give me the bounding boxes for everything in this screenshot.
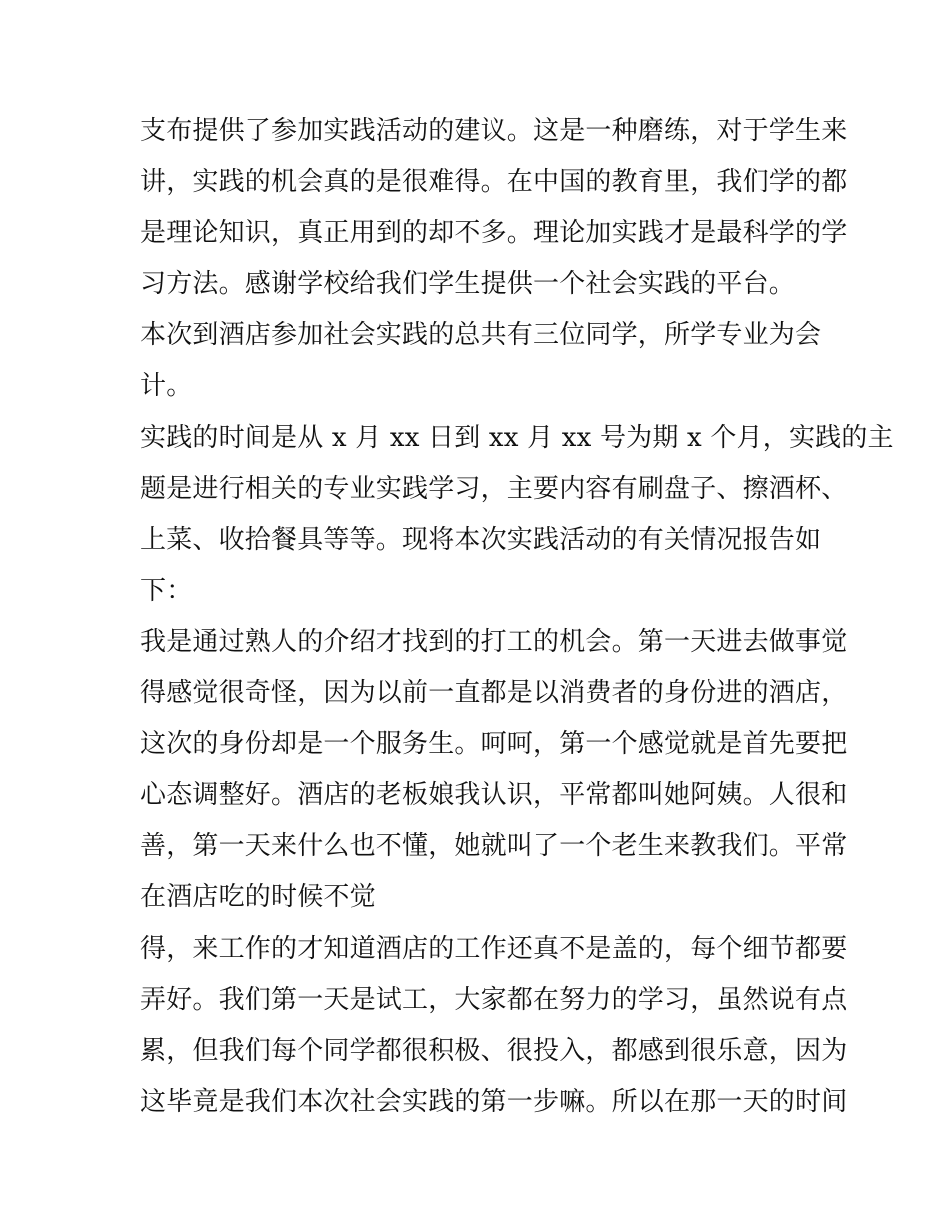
text-line: 心态调整好。酒店的老板娘我认识，平常都叫她阿姨。人很和 (140, 780, 848, 811)
text-line: 计。 (140, 371, 193, 402)
text-line: 讲，实践的机会真的是很难得。在中国的教育里，我们学的都 (140, 167, 848, 198)
text-line: 本次到酒店参加社会实践的总共有三位同学，所学专业为会 (140, 320, 822, 351)
text-line: 累，但我们每个同学都很积极、很投入，都感到很乐意，因为 (140, 1035, 848, 1066)
text-line: 我是通过熟人的介绍才找到的打工的机会。第一天进去做事觉 (140, 626, 848, 657)
text-line: 这毕竟是我们本次社会实践的第一步嘛。所以在那一天的时间 (140, 1086, 848, 1117)
text-line: 是理论知识，真正用到的却不多。理论加实践才是最科学的学 (140, 218, 848, 249)
text-line: 题是进行相关的专业实践学习，主要内容有刷盘子、擦酒杯、 (140, 473, 848, 504)
text-line: 上菜、收拾餐具等等。现将本次实践活动的有关情况报告如 (140, 524, 822, 555)
text-line: 弄好。我们第一天是试工，大家都在努力的学习，虽然说有点 (140, 984, 848, 1015)
text-line: 习方法。感谢学校给我们学生提供一个社会实践的平台。 (140, 269, 796, 300)
text-line: 善，第一天来什么也不懂，她就叫了一个老生来教我们。平常 (140, 831, 848, 862)
text-line: 实践的时间是从 x 月 xx 日到 xx 月 xx 号为期 x 个月，实践的主 (140, 422, 894, 453)
text-line: 得，来工作的才知道酒店的工作还真不是盖的，每个细节都要 (140, 933, 848, 964)
body-text (140, 106, 894, 1128)
text-line: 得感觉很奇怪，因为以前一直都是以消费者的身份进的酒店， (140, 678, 848, 709)
text-line: 下： (140, 575, 193, 606)
text-line: 支布提供了参加实践活动的建议。这是一种磨练，对于学生来 (140, 116, 848, 146)
text-line: 在酒店吃的时候不觉 (140, 882, 376, 913)
text-line: 这次的身份却是一个服务生。呵呵，第一个感觉就是首先要把 (140, 729, 848, 760)
